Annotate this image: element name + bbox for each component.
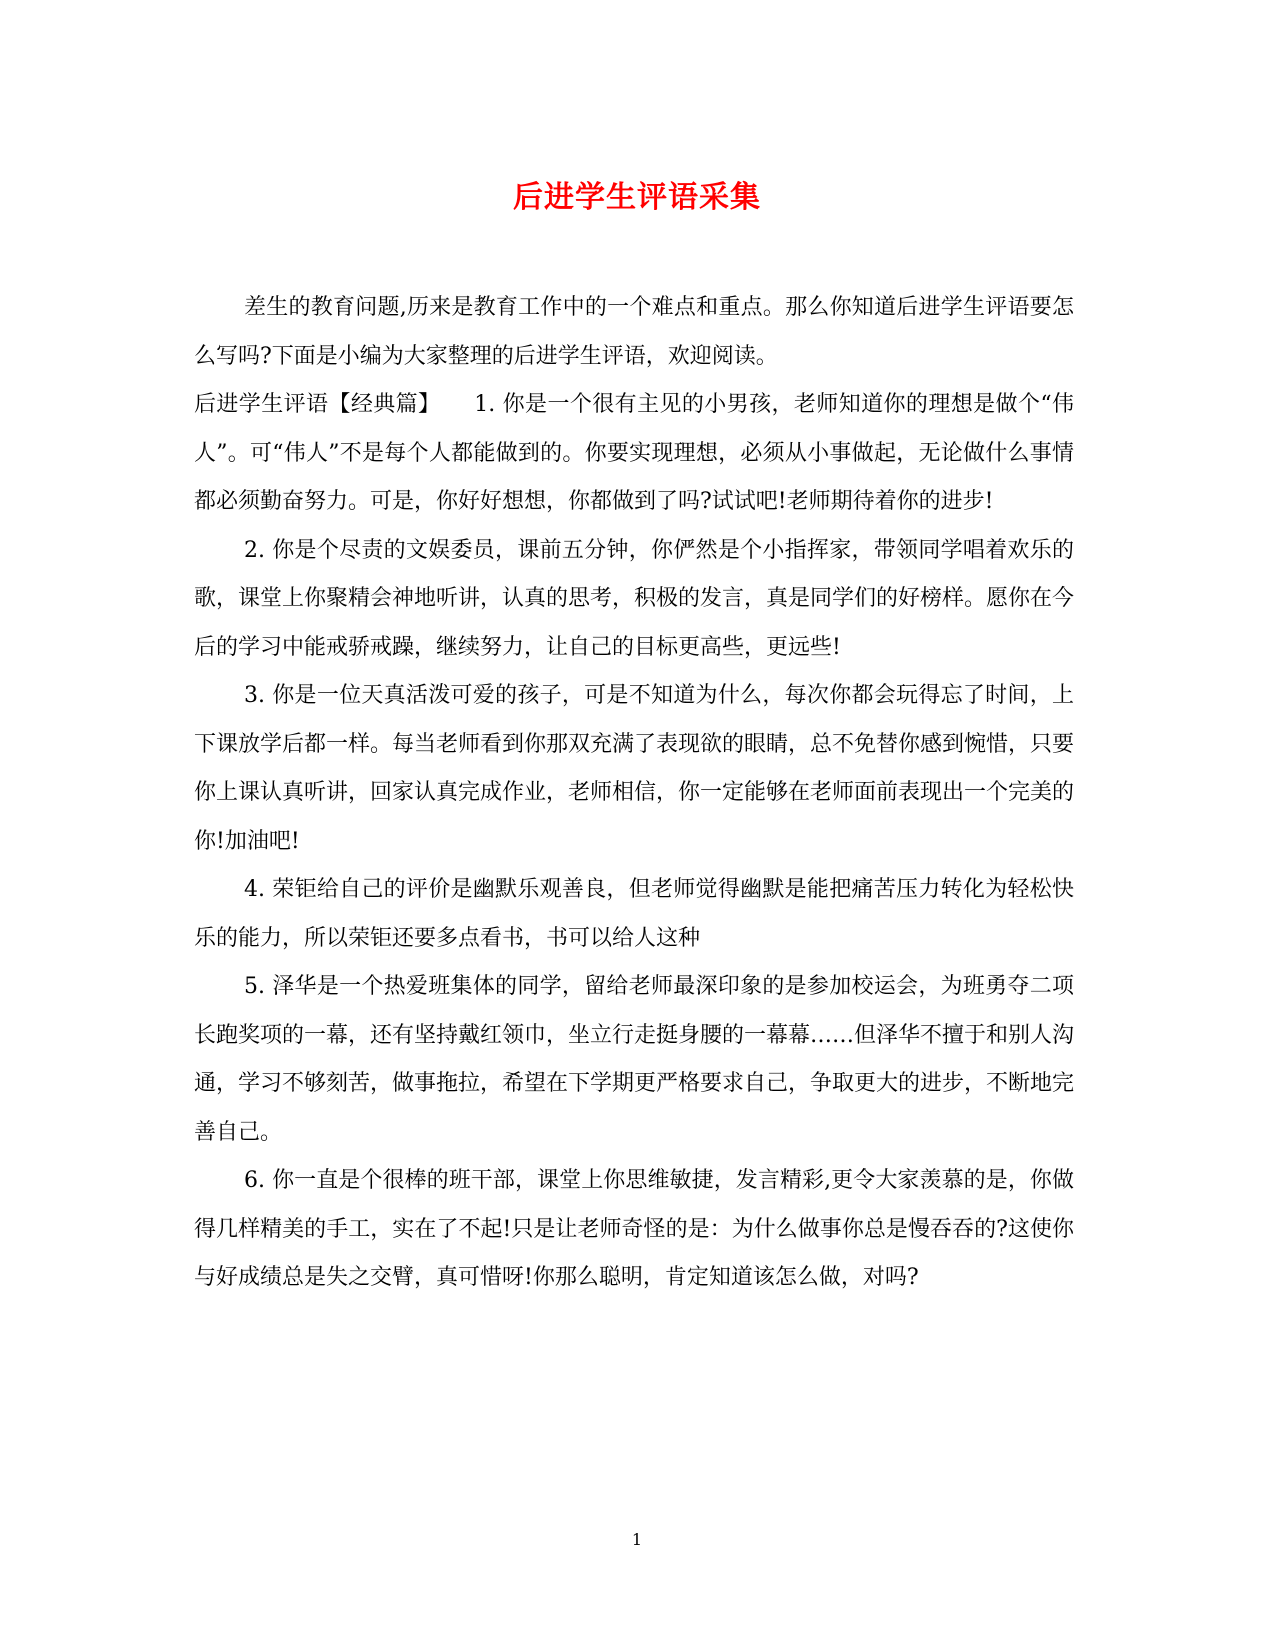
comment-paragraph-2: 2. 你是个尽责的文娱委员，课前五分钟，你俨然是个小指挥家，带领同学唱着欢乐的歌，课堂上你聚精会神地听讲，认真的思考，积极的发言，真是同学们的好榜样。愿你在今后的学习中能戒骄戒躁，继续努力，让自己的目标更高些，更远些!: [194, 537, 1075, 660]
comment-paragraph-6: 6. 你一直是个很棒的班干部，课堂上你思维敏捷，发言精彩,更令大家羡慕的是，你做得几样精美的手工，实在了不起!只是让老师奇怪的是：为什么做事你总是慢吞吞的?这使你与好成绩总是失之交臂，真可惜呀!你那么聪明，肯定知道该怎么做，对吗?: [194, 1168, 1074, 1290]
comment-paragraph-3: 3. 你是一位天真活泼可爱的孩子，可是不知道为什么，每次你都会玩得忘了时间，上下课放学后都一样。每当老师看到你那双充满了表现欲的眼睛，总不免替你感到惋惜，只要你上课认真听讲，回家认真完成作业，老师相信，你一定能够在老师面前表现出一个完美的你!加油吧!: [194, 683, 1075, 854]
document-title: 后进学生评语采集: [513, 180, 761, 215]
comment-paragraph-4: 4. 荣钜给自己的评价是幽默乐观善良，但老师觉得幽默是能把痛苦压力转化为轻松快乐的能力，所以荣钜还要多点看书，书可以给人这种: [194, 877, 1074, 951]
document-body: [194, 284, 1074, 1303]
comment-paragraph-1: 后进学生评语【经典篇】 1. 你是一个很有主见的小男孩，老师知道你的理想是做个“伟人”。可“伟人”不是每个人都能做到的。你要实现理想，必须从小事做起，无论做什么事情都必须勤奋努力。可是，你好好想想，你都做到了吗?试试吧!老师期待着你的进步!: [194, 392, 1074, 514]
page-number: 1: [631, 1530, 643, 1549]
intro-paragraph: 差生的教育问题,历来是教育工作中的一个难点和重点。那么你知道后进学生评语要怎么写吗?下面是小编为大家整理的后进学生评语，欢迎阅读。: [194, 295, 1074, 369]
comment-paragraph-5: 5. 泽华是一个热爱班集体的同学，留给老师最深印象的是参加校运会，为班勇夺二项长跑奖项的一幕，还有坚持戴红领巾，坐立行走挺身腰的一幕幕……但泽华不擅于和别人沟通，学习不够刻苦，做事拖拉，希望在下学期更严格要求自己，争取更大的进步，不断地完善自己。: [194, 974, 1075, 1145]
